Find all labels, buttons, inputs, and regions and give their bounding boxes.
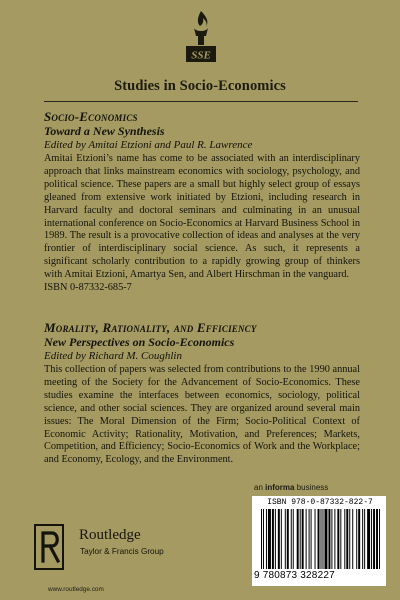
book-description: Amitai Etzioni’s name has come to be associated with an interdisciplinary approach that links mainstream economics with sociology, psychology, and political science. These papers are a small but highly select group of essays gleaned from extensive work initiated by Etzioni, including research in Harvard faculty and doctoral seminars and culminating in an unusual international conference on Socio-Economics at Harvard Business School in 1989. The result is a provocative collection of ideas and analyses at the very frontier of interdisciplinary social science. As such, it represents a significant scholarly contribution to a rapidly growing group of thinkers with Amitai Etzioni, Amartya Sen, and Albert Hirschman in the vanguard. xyxy=(44,153,360,281)
torch-icon xyxy=(194,11,208,45)
barcode-bar xyxy=(311,509,312,569)
barcode-bar xyxy=(268,509,271,569)
book-isbn: ISBN 0-87332-685-7 xyxy=(44,282,132,294)
barcode-bar xyxy=(371,509,372,569)
publisher-name: Routledge xyxy=(79,527,141,543)
barcode-bar xyxy=(331,509,332,569)
barcode-bar xyxy=(261,509,262,569)
book-subtitle: Toward a New Synthesis xyxy=(44,124,165,138)
barcode-bars xyxy=(261,509,381,569)
barcode-digits: 9 780873 328227 xyxy=(254,570,335,581)
barcode-bar xyxy=(285,509,286,569)
barcode-bar xyxy=(263,509,264,569)
barcode-bar xyxy=(340,509,341,569)
barcode-bar xyxy=(281,509,282,569)
book-description: This collection of papers was selected from contributions to the 1990 annual meeting of the Society for the Advancement of Socio-Economics. These studies examine the interfaces between economics, sociology, political science, and other social sciences. They are organized around several main issues: The Moral Dimension of the Firm; Socio-Political Context of Economic Activity; Rationality, Motivation, and Preferences; Markets, Competition, and Efficiency; Socio-Economics of Work and the Workplace; and Economy, Ecology, and the Environment. xyxy=(44,364,360,466)
barcode-bar xyxy=(373,509,375,569)
sse-torch-logo xyxy=(180,9,222,65)
barcode-bar xyxy=(356,509,357,569)
barcode-bar xyxy=(293,509,294,569)
publisher-url: www.routledge.com xyxy=(48,586,104,593)
barcode-bar xyxy=(352,509,353,569)
barcode-bar xyxy=(300,509,301,569)
barcode-bar xyxy=(346,509,348,569)
barcode-bar xyxy=(278,509,280,569)
publisher-group: Taylor & Francis Group xyxy=(80,547,164,556)
book-editors: Edited by Amitai Etzioni and Paul R. Lawrence xyxy=(44,139,253,151)
isbn-barcode xyxy=(252,496,386,586)
barcode-bar xyxy=(321,509,322,569)
barcode-bar xyxy=(302,509,304,569)
barcode-bar xyxy=(306,509,307,569)
barcode-bar xyxy=(291,509,292,569)
barcode-bar xyxy=(297,509,299,569)
series-title: Studies in Socio-Economics xyxy=(114,78,286,94)
barcode-bar xyxy=(272,509,274,569)
barcode-bar xyxy=(358,509,360,569)
informa-suffix: business xyxy=(294,483,329,492)
routledge-r-icon xyxy=(34,524,74,576)
barcode-bar xyxy=(349,509,350,569)
book-subtitle: New Perspectives on Socio-Economics xyxy=(44,335,235,349)
divider xyxy=(44,101,358,102)
barcode-bar xyxy=(364,509,365,569)
barcode-bar xyxy=(344,509,345,569)
barcode-isbn-label: ISBN 978-0-87332-822-7 xyxy=(267,498,373,507)
informa-prefix: an xyxy=(254,483,266,492)
barcode-bar xyxy=(379,509,380,569)
barcode-bar xyxy=(309,509,310,569)
book-entry-1 xyxy=(44,110,360,295)
barcode-bar xyxy=(287,509,289,569)
barcode-bar xyxy=(328,509,330,569)
book-title: Socio-Economics xyxy=(44,109,138,124)
logo-text: SSE xyxy=(191,49,211,62)
barcode-bar xyxy=(324,509,327,569)
informa-brand: informa xyxy=(265,483,295,492)
barcode-bar xyxy=(337,509,339,569)
informa-business-tag xyxy=(254,483,328,492)
book-entry-2 xyxy=(44,321,360,467)
barcode-bar xyxy=(334,509,335,569)
book-editors: Edited by Richard M. Coughlin xyxy=(44,350,182,362)
barcode-bar xyxy=(362,509,363,569)
barcode-bar xyxy=(315,509,316,569)
barcode-bar xyxy=(275,509,276,569)
barcode-bar xyxy=(322,509,323,569)
barcode-bar xyxy=(376,509,378,569)
book-title: Morality, Rationality, and Efficiency xyxy=(44,320,257,335)
barcode-bar xyxy=(318,509,320,569)
barcode-bar xyxy=(367,509,370,569)
barcode-bar xyxy=(266,509,267,569)
